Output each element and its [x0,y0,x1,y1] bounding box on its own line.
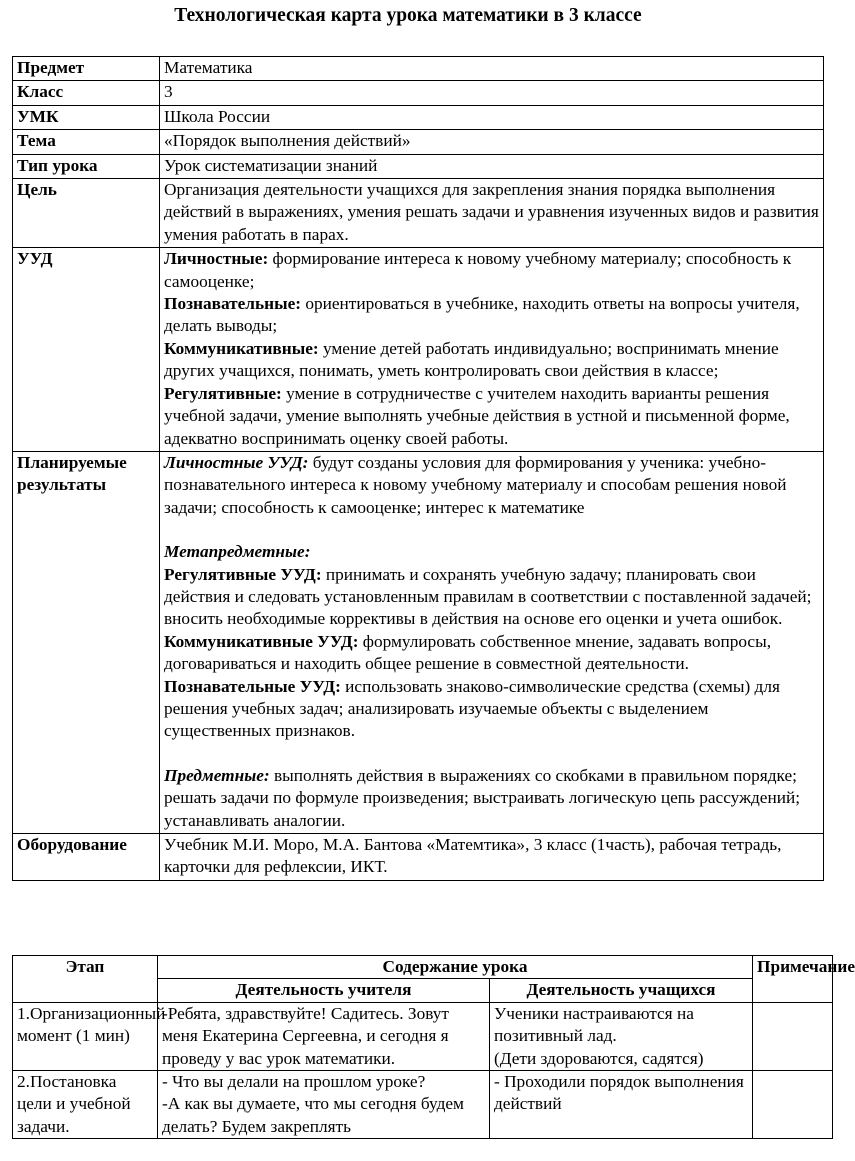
table-row [13,130,824,154]
table-header-row [13,956,833,979]
topic-value: «Порядок выполнения действий» [160,130,824,154]
results-communicative [164,631,819,676]
table-row [13,81,824,105]
table-row [13,834,824,881]
page-title: Технологическая карта урока математики в 3 классе [174,5,642,26]
uud-communicative [164,338,819,383]
students-header: Деятельность учащихся [490,979,753,1002]
results-communicative-head: Коммуникативные УУД: [164,631,359,651]
students-activity-cell: - Проходили порядок выполнения действий [490,1071,753,1139]
table-row [13,179,824,248]
grade-value: 3 [160,81,824,105]
umk-label: УМК [13,105,160,129]
uud-cognitive-head: Познавательные: [164,294,302,314]
teacher-activity-line: -А как вы думаете, что мы сегодня будем делать? Будем закреплять [162,1094,464,1136]
notes-header: Примечание [753,956,833,1003]
results-cognitive-text: использовать знаково-символические средства (схемы) для решения учебных задач; анализировать изучаемые объекты с выделением существенных признаков. [164,676,780,741]
content-header: Содержание урока [158,956,753,979]
stage-cell: 2.Постановка цели и учебной задачи. [13,1071,158,1139]
students-activity-line: (Дети здороваются, садятся) [494,1048,704,1068]
notes-cell [753,1071,833,1139]
results-regulative-text: принимать и сохранять учебную задачу; планировать свои действия и следовать установленным правилам в соответствии с поставленной задачей; вносить необходимые коррективы в действия на основе его оценки и учета ошибок. [164,564,812,629]
topic-label: Тема [13,130,160,154]
uud-personal-text: формирование интереса к новому учебному материалу; способность к самооценке; [164,249,792,291]
results-cognitive [164,676,819,743]
results-communicative-text: формулировать собственное мнение, задавать вопросы, договариваться и находить общее решение в совместной деятельности. [164,631,772,674]
grade-label: Класс [13,81,160,105]
table-row [13,154,824,178]
table-row [13,451,824,833]
subject-value: Математика [160,57,824,81]
uud-cognitive [164,293,819,338]
results-subject-text: выполнять действия в выражениях со скобками в правильном порядке; решать задачи по формуле произведения; выстраивать логическую цепь рассуждений; устанавливать аналогии. [164,765,801,830]
subject-label: Предмет [13,57,160,81]
uud-label: УУД [13,248,160,452]
lesson-stages-table [12,955,855,1139]
uud-regulative-head: Регулятивные: [164,383,282,403]
teacher-header: Деятельность учителя [158,979,490,1002]
results-personal [164,452,819,519]
uud-value [160,248,824,452]
goal-label: Цель [13,179,160,248]
uud-communicative-head: Коммуникативные: [164,338,319,358]
table-row [13,248,824,452]
table-row [13,57,824,81]
lesson-type-value: Урок систематизации знаний [160,154,824,178]
table-row [13,1071,833,1139]
lesson-type-label: Тип урока [13,154,160,178]
uud-cognitive-text: ориентироваться в учебнике, находить ответы на вопросы учителя, делать выводы; [164,294,800,336]
goal-value: Организация деятельности учащихся для закрепления знания порядка выполнения действий в выражениях, умения решать задачи и уравнения изученных видов и развития умения работать в парах. [160,179,824,248]
results-personal-text: будут созданы условия для формирования у ученика: учебно-познавательного интереса к новому учебному материалу и способам решения новой задачи; способность к самооценке; интерес к математике [164,452,787,517]
results-regulative-head: Регулятивные УУД: [164,564,322,584]
equipment-value: Учебник М.И. Моро, М.А. Бантова «Матемтика», 3 класс (1часть), рабочая тетрадь, карточки для рефлексии, ИКТ. [160,834,824,881]
table-row [13,1002,833,1070]
results-meta-head: Метапредметные: [164,542,311,562]
results-value [160,451,824,833]
results-subject-head: Предметные: [164,765,270,785]
stage-header: Этап [13,956,158,1003]
uud-communicative-text: умение детей работать индивидуально; воспринимать мнение других учащихся, понимать, уметь контролировать свои действия в классе; [164,338,779,381]
table-row [13,105,824,129]
uud-personal-head: Личностные: [164,249,269,269]
teacher-activity-cell [158,1071,490,1139]
stage-cell: 1.Организационный момент (1 мин) [13,1002,158,1070]
results-cognitive-head: Познавательные УУД: [164,676,341,696]
teacher-activity-line: - Что вы делали на прошлом уроке? [162,1072,426,1092]
uud-regulative [164,383,819,450]
notes-cell [753,1002,833,1070]
results-subject [164,765,819,832]
students-activity-line: Ученики настраиваются на позитивный лад. [494,1003,694,1046]
teacher-activity-cell: -Ребята, здравствуйте! Садитесь. Зовут меня Екатерина Сергеевна, и сегодня я проведу у вас урок математики. [158,1002,490,1070]
results-personal-head: Личностные УУД: [164,452,309,472]
equipment-label: Оборудование [13,834,160,881]
uud-regulative-text: умение в сотрудничестве с учителем находить варианты решения учебной задачи, умение выполнять учебные действия в устной и письменной форме, адекватно воспринимать оценку своей работы. [164,383,790,448]
students-activity-cell [490,1002,753,1070]
umk-value: Школа России [160,105,824,129]
results-regulative [164,564,819,631]
uud-personal [164,248,819,293]
results-label: Планируемые результаты [13,451,160,833]
lesson-info-table [12,56,824,881]
